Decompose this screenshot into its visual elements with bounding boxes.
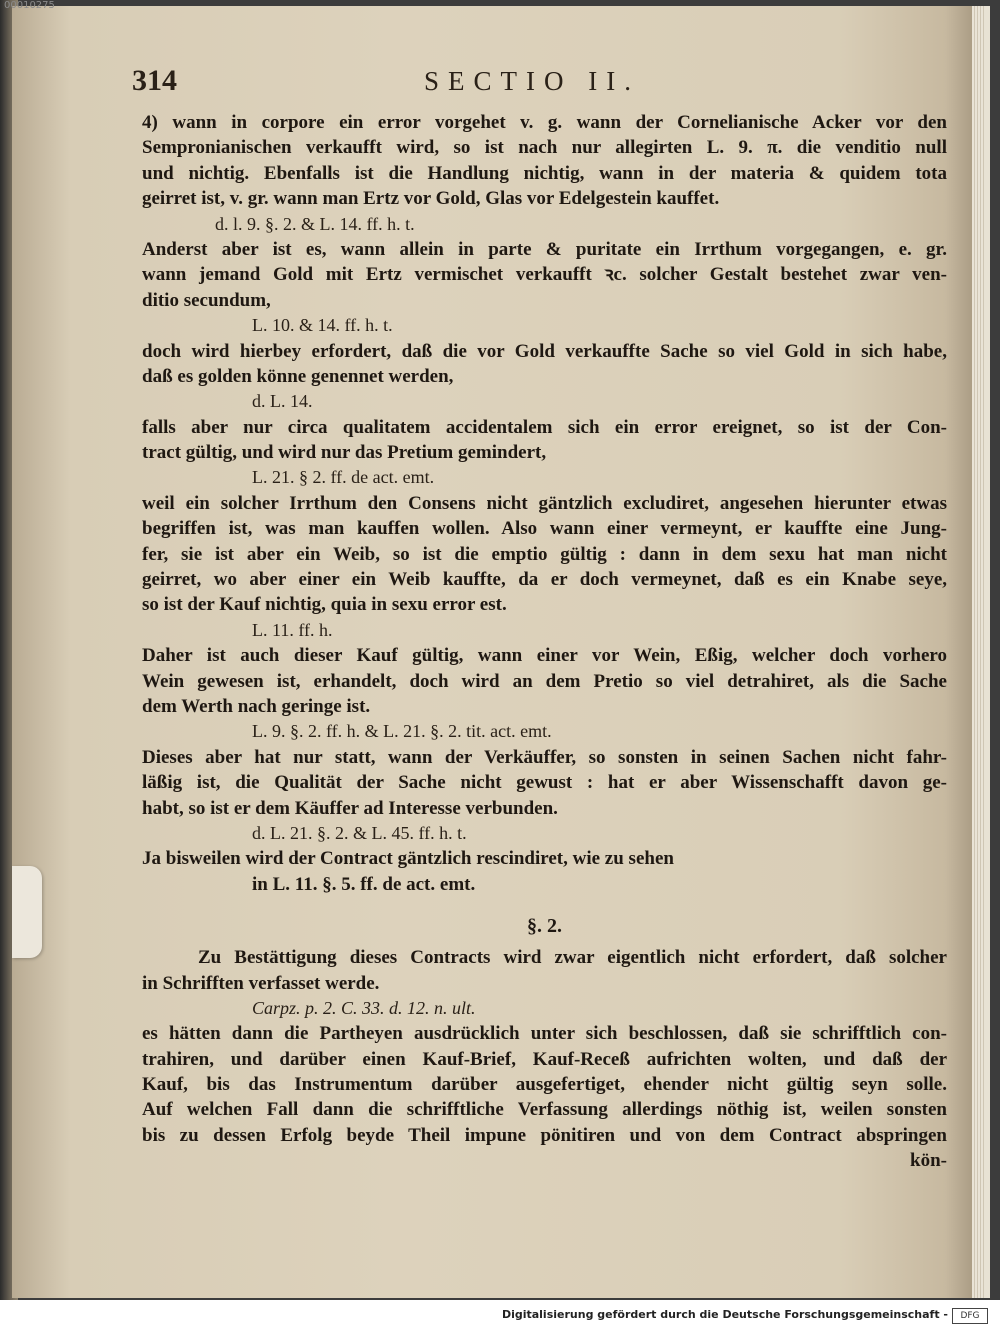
citation: L. 10. & 14. ff. h. t. [252, 315, 393, 336]
text-line: bis zu dessen Erfolg beyde Theil impune pönitiren und von dem Contract abspringen [142, 1124, 947, 1146]
citation: L. 21. § 2. ff. de act. emt. [252, 467, 435, 488]
text-line: es hätten dann die Partheyen ausdrücklich unter sich beschlossen, daß sie schrifftlich con- [142, 1023, 947, 1045]
text-line: Zu Bestättigung dieses Contracts wird zwar eigentlich nicht erfordert, daß solcher [198, 947, 947, 969]
citation: d. l. 9. §. 2. & L. 14. ff. h. t. [215, 213, 415, 234]
text-line: Wein gewesen ist, erhandelt, doch wird an dem Pretio so viel detrahiret, als die Sache [142, 670, 947, 692]
text-line: begriffen ist, was man kauffen wollen. Also wann einer vermeynt, er kauffte eine Jung- [142, 518, 947, 540]
text-line: Dieses aber hat nur statt, wann der Verkäuffer, so sonsten in seinen Sachen nicht fahr- [142, 746, 947, 768]
bookmark-tab [12, 866, 42, 958]
text-line: dem Werth nach geringe ist. [142, 695, 371, 717]
text-line: Daher ist auch dieser Kauf gültig, wann einer vor Wein, Eßig, welcher doch vorhero [142, 645, 947, 667]
text-line: Auf welchen Fall dann die schrifftliche Verfassung allerdings nöthig ist, weilen sonsten [142, 1099, 947, 1121]
text-line: wann jemand Gold mit Ertz vermischet verkaufft ꝛc. solcher Gestalt bestehet zwar ven- [142, 264, 947, 286]
text-line: Ja bisweilen wird der Contract gäntzlich rescindiret, wie zu sehen [142, 848, 674, 870]
page-number: 314 [132, 64, 177, 97]
citation: L. 11. ff. h. [252, 619, 333, 640]
text-line: Sempronianischen verkaufft wird, so ist nach nur allegirten L. 9. π. die venditio null [142, 137, 947, 159]
text-line: in Schrifften verfasset werde. [142, 972, 380, 994]
text-line: und nichtig. Ebenfalls ist die Handlung nichtig, wann in der materia & quidem tota [142, 162, 947, 184]
text-line: ditio secundum, [142, 289, 271, 311]
text-line: läßig ist, die Qualität der Sache nicht gewust : hat er aber Wissenschafft davon ge- [142, 772, 947, 794]
text-line: trahiren, und darüber einen Kauf-Brief, Kauf-Receß aufrichten wolten, und daß der [142, 1048, 947, 1070]
text-line: habt, so ist er dem Käuffer ad Interesse verbunden. [142, 797, 558, 819]
text-line: Kauf, bis das Instrumentum darüber ausgefertiget, ehender nicht gültig seyn solle. [142, 1074, 947, 1096]
running-head: SECTIO II. [424, 66, 640, 96]
text-line: so ist der Kauf nichtig, quia in sexu error est. [142, 594, 507, 616]
citation: d. L. 14. [252, 391, 313, 412]
page-text [142, 110, 947, 1174]
page-edge [972, 6, 984, 1298]
catchword: kön- [910, 1150, 947, 1172]
text-line: tract gültig, und wird nur das Pretium gemindert, [142, 442, 547, 464]
scan-id: 00010275 [4, 0, 55, 11]
citation: d. L. 21. §. 2. & L. 45. ff. h. t. [252, 822, 467, 843]
text-line: 4) wann in corpore ein error vorgehet v. g. wann der Cornelianische Acker vor den [142, 112, 947, 133]
section-mark: §. 2. [527, 915, 562, 938]
book-page [12, 6, 990, 1298]
text-line: fer, sie ist aber ein Weib, so ist die emptio gültig : dann in dem sexu hat man nicht [142, 543, 947, 565]
text-line: falls aber nur circa qualitatem accidentalem sich ein error ereignet, so ist der Con- [142, 416, 947, 438]
text-line: in L. 11. §. 5. ff. de act. emt. [252, 873, 476, 895]
citation: Carpz. p. 2. C. 33. d. 12. n. ult. [252, 997, 476, 1018]
citation: L. 9. §. 2. ff. h. & L. 21. §. 2. tit. act. emt. [252, 721, 552, 742]
text-line: geirret ist, v. gr. wann man Ertz vor Gold, Glas vor Edelgestein kauffet. [142, 188, 720, 210]
text-line: doch wird hierbey erfordert, daß die vor Gold verkauffte Sache so viel Gold in sich habe, [142, 340, 947, 362]
footer-credit: Digitalisierung gefördert durch die Deutsche Forschungsgemeinschaft - [501, 1308, 948, 1321]
dfg-logo-icon: DFG [952, 1308, 988, 1324]
page-header [12, 64, 984, 104]
text-line: daß es golden könne genennet werden, [142, 365, 454, 387]
text-line: weil ein solcher Irrthum den Consens nicht gäntzlich excludiret, angesehen hierunter etwas [142, 492, 947, 514]
text-line: geirret, wo aber einer ein Weib kauffte, da er doch vermeynet, daß es ein Knabe seye, [142, 569, 947, 591]
text-line: Anderst aber ist es, wann allein in parte & puritate ein Irrthum vorgegangen, e. gr. [142, 238, 947, 260]
digitization-footer [0, 1300, 1000, 1331]
